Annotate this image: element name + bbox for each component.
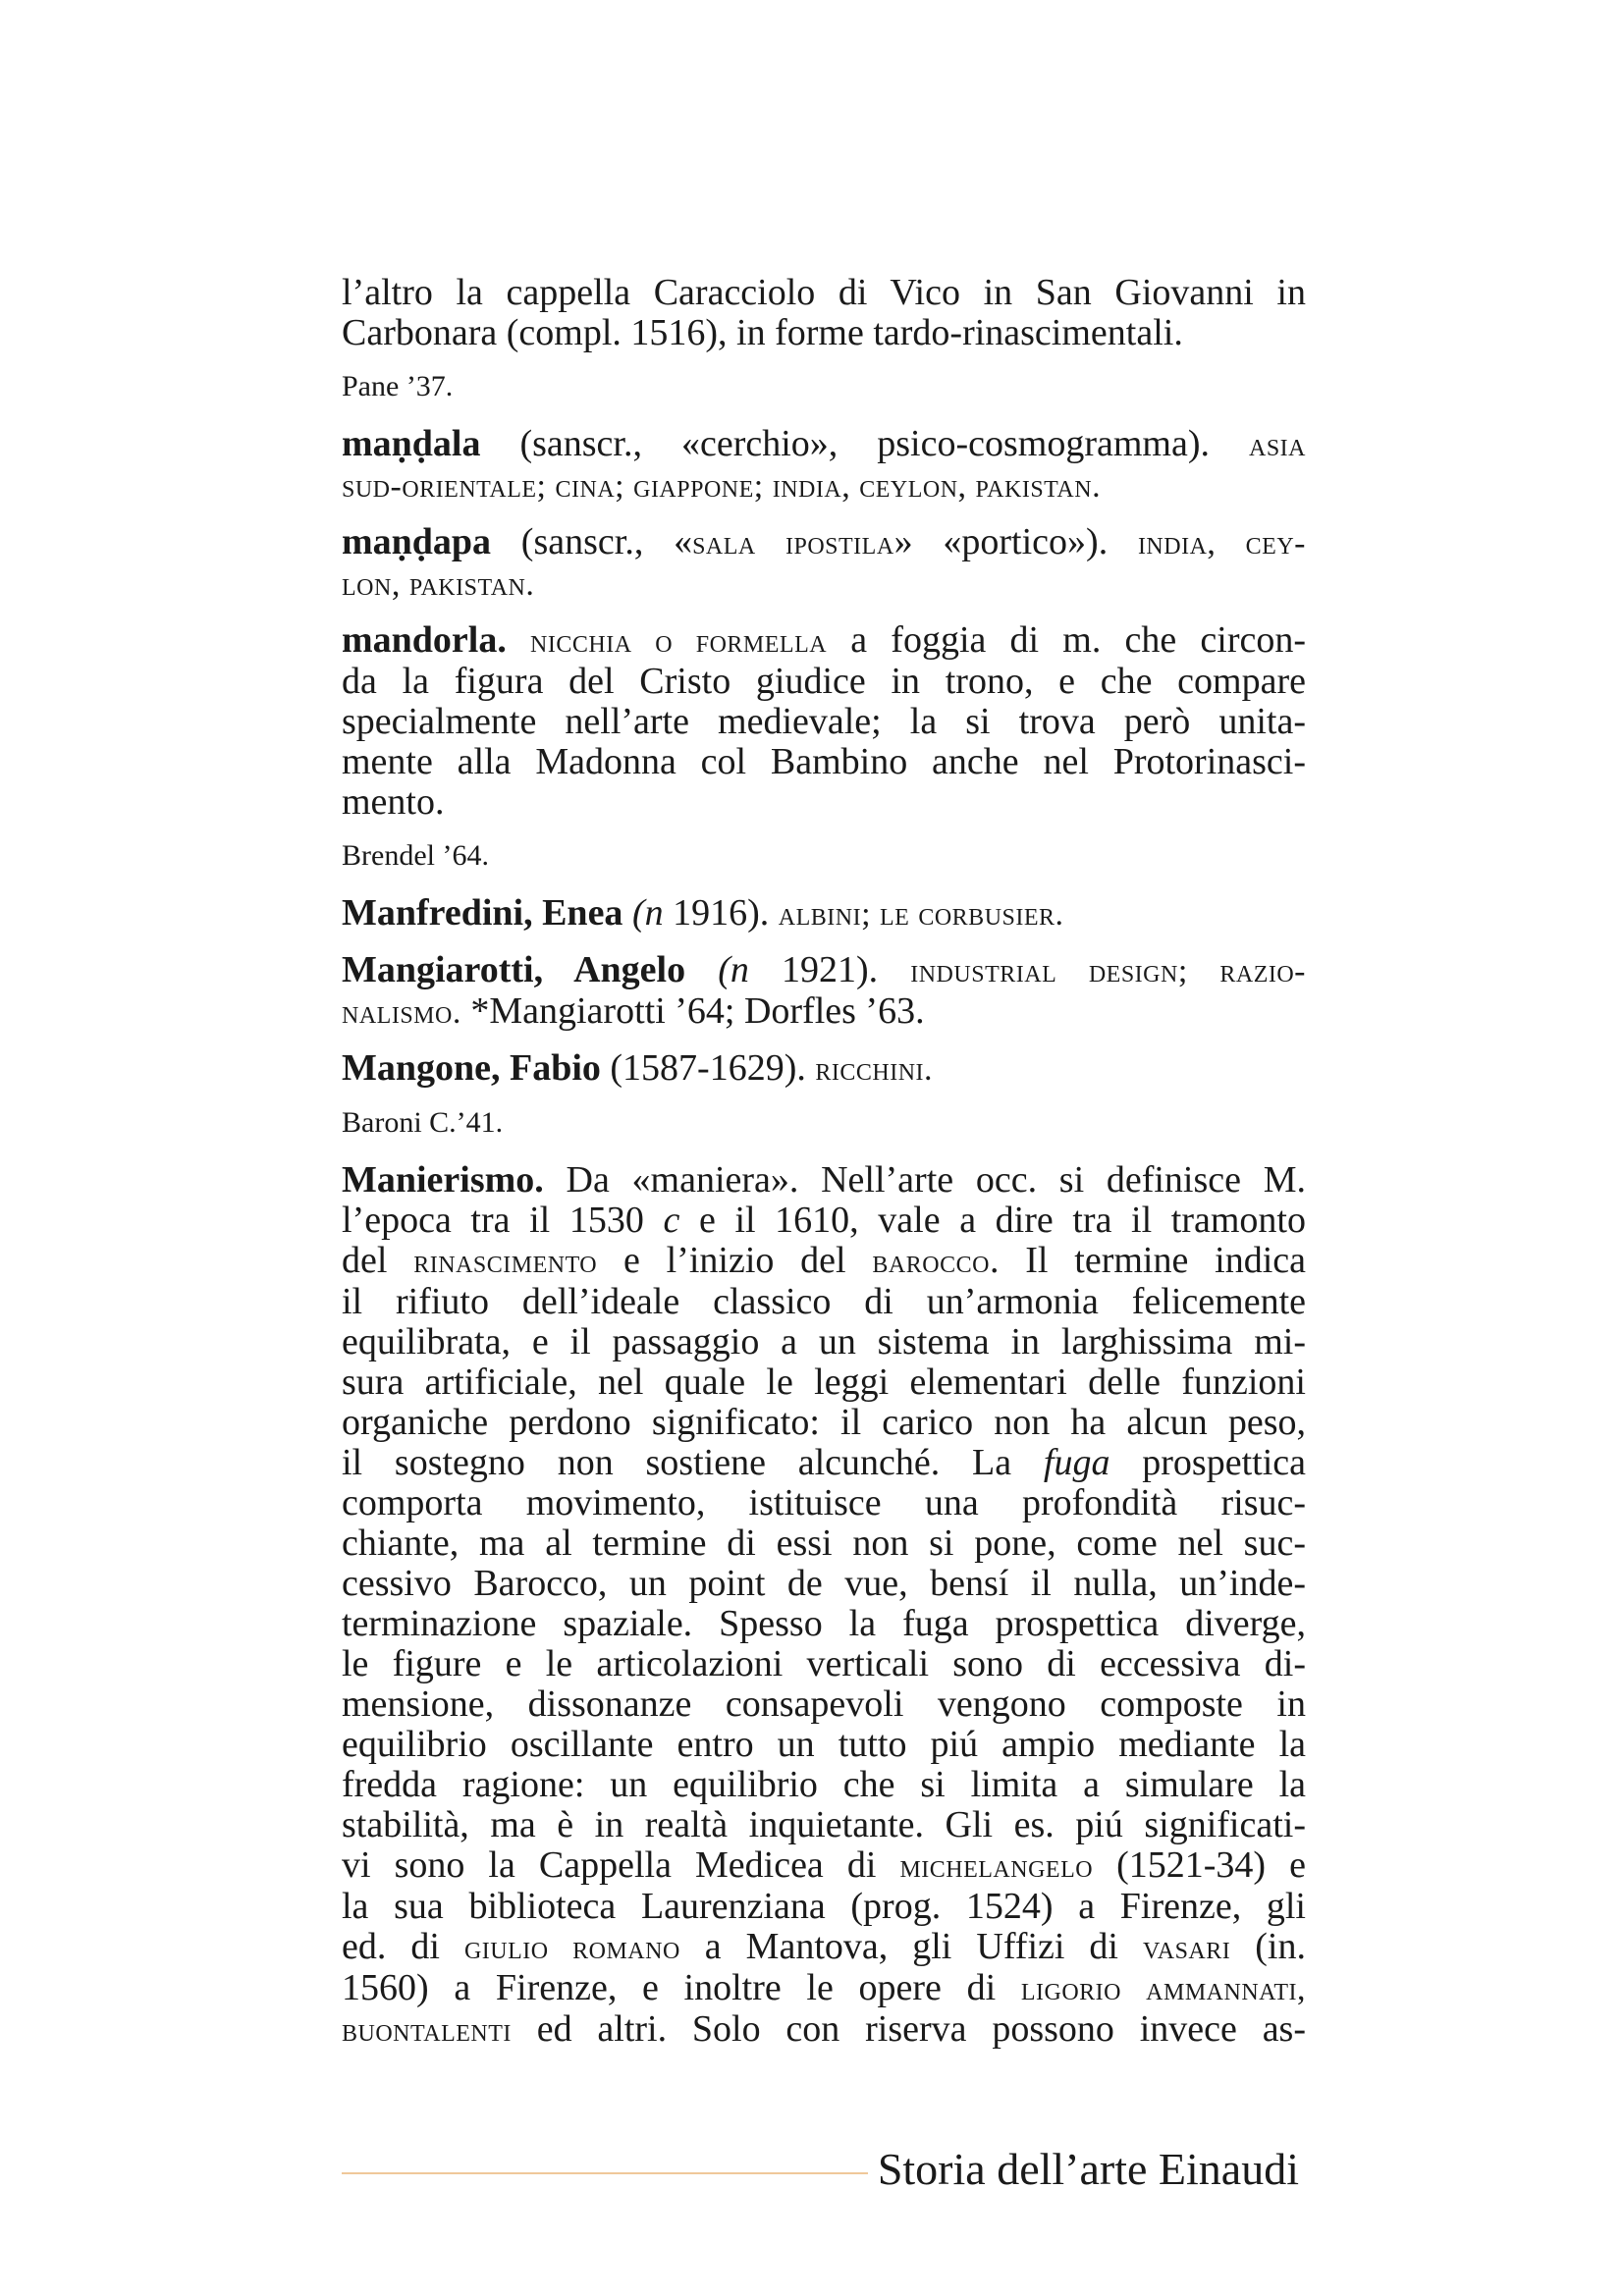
- entry-headword: maṇḍapa: [342, 521, 492, 562]
- text-line: [342, 1564, 1306, 1604]
- text-run: Carbonara (compl. 1516), in forme tardo-rinascimentali.: [342, 312, 1183, 353]
- text-run: . Il termine indica: [989, 1240, 1306, 1281]
- text-run: 1560) a Firenze, e inoltre le opere di: [342, 1967, 1021, 2008]
- text-line: [342, 1160, 1306, 1201]
- text-line: [342, 1887, 1306, 1927]
- text-run: specialmente nell’arte medievale; la si trova però unita-: [342, 701, 1306, 742]
- text-run: sura artificiale, nel quale le leggi elementari delle funzioni: [342, 1362, 1306, 1403]
- dictionary-entry: [342, 522, 1306, 605]
- text-line: [342, 1644, 1306, 1684]
- entry-headword: maṇḍala: [342, 423, 481, 464]
- text-run: (in.: [1230, 1926, 1306, 1967]
- text-line: [342, 1927, 1306, 1968]
- text-run: l’altro la cappella Caracciolo di Vico in San Giovanni in: [342, 272, 1306, 313]
- text-line: [342, 662, 1306, 702]
- text-run: 1921).: [748, 949, 911, 990]
- cross-reference: giulio romano: [463, 1930, 680, 1966]
- text-run: stabilità, ma è in realtà inquietante. Gli es. piú significati-: [342, 1804, 1306, 1845]
- text-run: 1916).: [663, 892, 779, 934]
- text-line: [342, 1725, 1306, 1765]
- cross-reference: albini; le corbusier.: [778, 896, 1064, 933]
- text-run: Baroni C.’41.: [342, 1106, 504, 1139]
- text-run: e l’inizio del: [597, 1240, 873, 1281]
- text-run: il rifiuto dell’ideale classico di un’armonia felicemente: [342, 1281, 1306, 1322]
- text-line: [342, 273, 1306, 313]
- text-run: » «portico»).: [893, 521, 1138, 562]
- text-run: comporta movimento, istituisce una profondità risuc-: [342, 1482, 1306, 1523]
- entry-headword: Manfredini, Enea: [342, 892, 623, 934]
- text-run: mente alla Madonna col Bambino anche nel Protorinasci-: [342, 741, 1306, 782]
- text-run: mensione, dissonanze consapevoli vengono composte in: [342, 1683, 1306, 1725]
- footer-title: Storia dell’arte Einaudi: [877, 2144, 1299, 2194]
- text-run: le figure e le articolazioni verticali sono di eccessiva di-: [342, 1643, 1306, 1684]
- cross-reference: michelangelo: [899, 1848, 1094, 1885]
- cross-reference: rinascimento: [413, 1244, 598, 1280]
- text-line: [342, 782, 1306, 823]
- text-line: [342, 465, 1306, 507]
- text-line: [342, 424, 1306, 465]
- dictionary-entry: [342, 1160, 1306, 2051]
- cross-reference: nalismo.: [342, 994, 461, 1031]
- text-line: [342, 893, 1306, 934]
- cross-reference: ligorio ammannati,: [1020, 1971, 1306, 2007]
- dictionary-entry: [342, 1048, 1306, 1090]
- bibliography-reference: [342, 369, 1306, 404]
- cross-reference: buontalenti: [342, 2012, 512, 2049]
- entry-headword: Manierismo.: [342, 1159, 544, 1201]
- text-run: la sua biblioteca Laurenziana (prog. 1524) a Firenze, gli: [342, 1886, 1306, 1927]
- cross-reference: sala ipostila: [692, 525, 894, 561]
- text-run: [685, 949, 718, 990]
- text-line: [342, 1443, 1306, 1483]
- entry-headword: Mangiarotti, Angelo: [342, 949, 686, 990]
- cross-reference: barocco: [872, 1244, 990, 1280]
- text-run: fredda ragione: un equilibrio che si limita a simulare la: [342, 1764, 1306, 1805]
- text-run: vi sono la Cappella Medicea di: [342, 1844, 900, 1886]
- text-run: e il 1610, vale a dire tra il tramonto: [679, 1200, 1306, 1241]
- text-run: (sanscr., «: [491, 521, 693, 562]
- cross-reference: asia: [1248, 427, 1306, 463]
- text-line: [342, 1845, 1306, 1887]
- text-run: organiche perdono significato: il carico non ha alcun peso,: [342, 1402, 1306, 1443]
- cross-reference: industrial design; razio-: [910, 953, 1307, 989]
- text-line: [342, 1483, 1306, 1523]
- text-line: [342, 1684, 1306, 1725]
- text-run: (1587-1629).: [600, 1047, 816, 1089]
- text-run: (n: [718, 949, 749, 990]
- text-line: [342, 1048, 1306, 1090]
- text-line: [342, 950, 1306, 991]
- dictionary-column: [342, 273, 1306, 2066]
- text-run: prospettica: [1109, 1442, 1306, 1483]
- text-run: cessivo Barocco, un point de vue, bensí il nulla, un’inde-: [342, 1563, 1306, 1604]
- text-line: [342, 1805, 1306, 1845]
- text-run: *Mangiarotti ’64; Dorfles ’63.: [460, 990, 925, 1032]
- text-run: l’epoca tra il 1530: [342, 1200, 664, 1241]
- text-line: [342, 702, 1306, 742]
- text-line: [342, 563, 1306, 605]
- text-run: da la figura del Cristo giudice in trono, e che compare: [342, 661, 1306, 702]
- dictionary-entry: [342, 620, 1306, 823]
- text-run: Pane ’37.: [342, 370, 454, 402]
- text-run: il sostegno non sostiene alcunché. La: [342, 1442, 1044, 1483]
- text-run: a Mantova, gli Uffizi di: [679, 1926, 1144, 1967]
- text-line: [342, 1322, 1306, 1362]
- text-line: [342, 1523, 1306, 1564]
- footer-rule: [342, 2172, 868, 2174]
- text-run: Da «maniera». Nell’arte occ. si definisce M.: [543, 1159, 1306, 1201]
- cross-reference: india, cey-: [1137, 525, 1306, 561]
- dictionary-entry: [342, 424, 1306, 507]
- text-run: (1521-34) e: [1093, 1844, 1306, 1886]
- text-line: [342, 1362, 1306, 1403]
- text-run: (sanscr., «cerchio», psico-cosmogramma).: [480, 423, 1249, 464]
- text-run: mento.: [342, 781, 445, 823]
- text-line: [342, 1968, 1306, 2009]
- text-line: [342, 1241, 1306, 1282]
- text-run: terminazione spaziale. Spesso la fuga prospettica diverge,: [342, 1603, 1306, 1644]
- text-line: [342, 1765, 1306, 1805]
- text-run: (n: [631, 892, 664, 934]
- text-run: a foggia di m. che circon-: [827, 619, 1307, 661]
- text-run: Brendel ’64.: [342, 839, 489, 872]
- dictionary-entry: [342, 950, 1306, 1033]
- bibliography-reference: [342, 838, 1306, 874]
- text-run: fuga: [1043, 1442, 1110, 1483]
- text-line: [342, 620, 1306, 662]
- text-line: [342, 1604, 1306, 1644]
- text-run: equilibrio oscillante entro un tutto piú ampio mediante la: [342, 1724, 1306, 1765]
- dictionary-entry: [342, 893, 1306, 934]
- text-run: [622, 892, 632, 934]
- text-run: [507, 619, 530, 661]
- dictionary-entry: [342, 273, 1306, 353]
- text-line: [342, 1403, 1306, 1443]
- text-line: [342, 2009, 1306, 2051]
- text-run: c: [663, 1200, 680, 1241]
- cross-reference: ricchini.: [815, 1051, 934, 1088]
- text-run: chiante, ma al termine di essi non si pone, come nel suc-: [342, 1522, 1306, 1564]
- cross-reference: sud-orientale; cina; giappone; india, ceylon, pakistan.: [342, 468, 1102, 505]
- text-run: del: [342, 1240, 414, 1281]
- text-run: ed. di: [342, 1926, 464, 1967]
- bibliography-reference: [342, 1105, 1306, 1141]
- text-run: ed altri. Solo con riserva possono invece as-: [511, 2008, 1306, 2050]
- text-line: [342, 742, 1306, 782]
- cross-reference: lon, pakistan.: [342, 566, 535, 603]
- text-run: equilibrata, e il passaggio a un sistema in larghissima mi-: [342, 1321, 1306, 1362]
- entry-headword: mandorla.: [342, 619, 507, 661]
- text-line: [342, 1282, 1306, 1322]
- entry-headword: Mangone, Fabio: [342, 1047, 601, 1089]
- text-line: [342, 313, 1306, 353]
- cross-reference: vasari: [1143, 1930, 1231, 1966]
- text-line: [342, 522, 1306, 563]
- cross-reference: nicchia o formella: [530, 623, 828, 660]
- text-line: [342, 1201, 1306, 1241]
- text-line: [342, 991, 1306, 1033]
